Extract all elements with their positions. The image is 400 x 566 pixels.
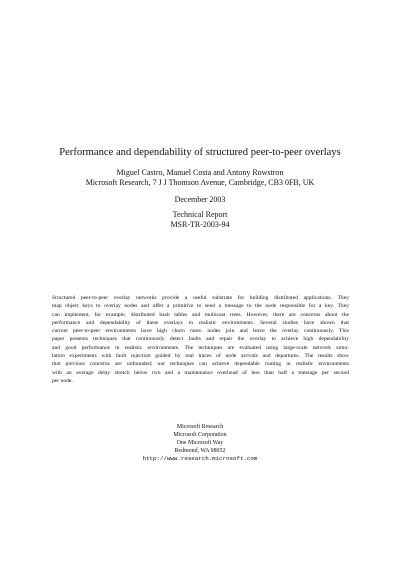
report-type: Technical Report bbox=[172, 210, 228, 219]
report-number: MSR-TR-2003-94 bbox=[170, 220, 230, 229]
abstract-line: map object keys to overlay nodes and offer a primitive to send a message to the node responsible for a key. They bbox=[52, 303, 349, 310]
abstract-line: lation experiments with fault injection guided by real traces of node arrivals and departures. The results show bbox=[52, 353, 349, 360]
paper-title: Performance and dependability of structured peer-to-peer overlays bbox=[59, 147, 341, 158]
corporation-name: Microsoft Corporation bbox=[173, 432, 227, 438]
org-name: Microsoft Research bbox=[176, 424, 224, 430]
author-affiliation: Microsoft Research, 7 J J Thomson Avenue, Cambridge, CB3 0FB, UK bbox=[85, 178, 315, 187]
abstract-line: performance and dependability of these overlays in realistic environments. Several studies have shown that bbox=[52, 319, 349, 326]
author-list: Miguel Castro, Manuel Costa and Antony Rowstron bbox=[116, 168, 284, 177]
contact-block bbox=[0, 423, 400, 463]
abstract-line: and good performance in realistic environments. The techniques are evaluated using large-scale network simu- bbox=[52, 344, 349, 351]
abstract-line: paper presents techniques that continuously detect faults and repair the overlay to achieve high dependability bbox=[52, 336, 349, 343]
abstract-line: current peer-to-peer environments have high churn rates: nodes join and leave the overlay continuously. This bbox=[52, 328, 349, 335]
abstract-line: with an average delay stretch below two and a maintenance overhead of less than half a message per second bbox=[52, 369, 349, 376]
abstract bbox=[52, 294, 349, 385]
abstract-line: per node. bbox=[52, 377, 73, 384]
report-date: December 2003 bbox=[174, 195, 226, 204]
city-address: Redmond, WA 98052 bbox=[174, 448, 226, 454]
website-url: http://www.research.microsoft.com bbox=[142, 455, 258, 462]
abstract-line: Structured peer-to-peer overlay networks provide a useful substrate for building distributed applications. They bbox=[52, 295, 349, 301]
abstract-line: can implement, for example, distributed hash tables and multicast trees. However, there are concerns about the bbox=[52, 311, 349, 318]
abstract-line: that previous concerns are unfounded; our techniques can achieve dependable routing in realistic environments bbox=[52, 361, 349, 368]
street-address: One Microsoft Way bbox=[176, 440, 224, 446]
